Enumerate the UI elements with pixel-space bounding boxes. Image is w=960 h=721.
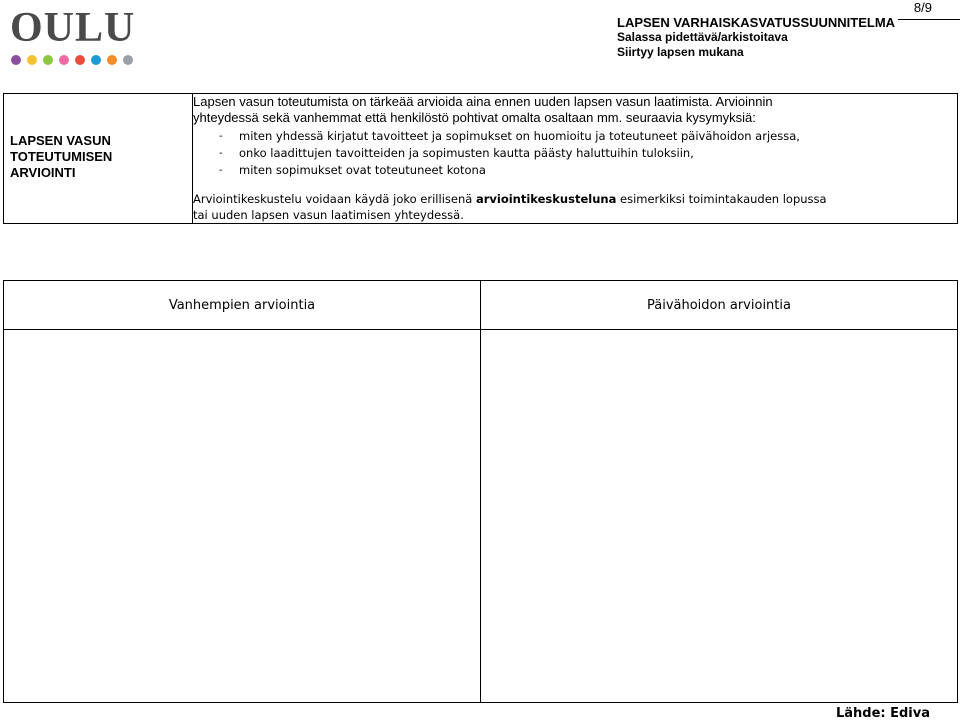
vasu-evaluation-section [3,93,958,224]
page-number: 8/9 [913,0,932,15]
confidential-label: Salassa pidettävä/arkistoitava [617,30,788,44]
closing-text: Arviointikeskustelu voidaan käydä joko erillisenä arviointikeskusteluna esimerkiksi toimintakauden lopussa tai uuden lapsen vasun laatimisen yhteydessä. [193,192,827,222]
logo-dot [11,55,21,65]
logo-dot [91,55,101,65]
logo-dot [123,55,133,65]
transfer-label: Siirtyy lapsen mukana [617,45,744,59]
source-label: Lähde: Ediva [835,706,930,721]
logo-dot [59,55,69,65]
parents-evaluation-field[interactable] [4,330,481,703]
logo-dot [43,55,53,65]
section-title: LAPSEN VASUN TOTEUTUMISEN ARVIOINTI [10,133,113,180]
logo-dot [107,55,117,65]
page-number-underline [898,19,960,20]
dash-bullet: - [219,165,223,176]
logo-dots [11,55,133,65]
list-item: - onko laadittujen tavoitteiden ja sopimusten kautta päästy haluttuihin tuloksiin, [219,146,694,160]
logo-dot [27,55,37,65]
section-title-cell [4,94,193,224]
intro-text: Lapsen vasun toteutumista on tärkeää arvioida aina ennen uuden lapsen vasun laatimista. Arvioinnin yhteydessä sekä vanhemmat että henkilöstö pohtivat omalta osaltaan mm. seuraavia kysymyksiä: [193,94,773,125]
dash-bullet: - [219,131,223,142]
dash-bullet: - [219,148,223,159]
document-header [617,15,895,60]
section-content-cell [193,94,958,224]
document-title: LAPSEN VARHAISKASVATUSSUUNNITELMA [617,15,896,30]
evaluation-table [3,280,958,703]
daycare-evaluation-header: Päivähoidon arviointia [481,281,958,330]
question-list [193,128,957,179]
parents-evaluation-header: Vanhempien arviointia [4,281,481,330]
list-item: - miten yhdessä kirjatut tavoitteet ja sopimukset on huomioitu ja toteutuneet päivähoidon arjessa, [219,129,800,143]
daycare-evaluation-field[interactable] [481,330,958,703]
oulu-logo: OULU [10,5,136,51]
list-item: - miten sopimukset ovat toteutuneet kotona [219,163,486,177]
logo-dot [75,55,85,65]
